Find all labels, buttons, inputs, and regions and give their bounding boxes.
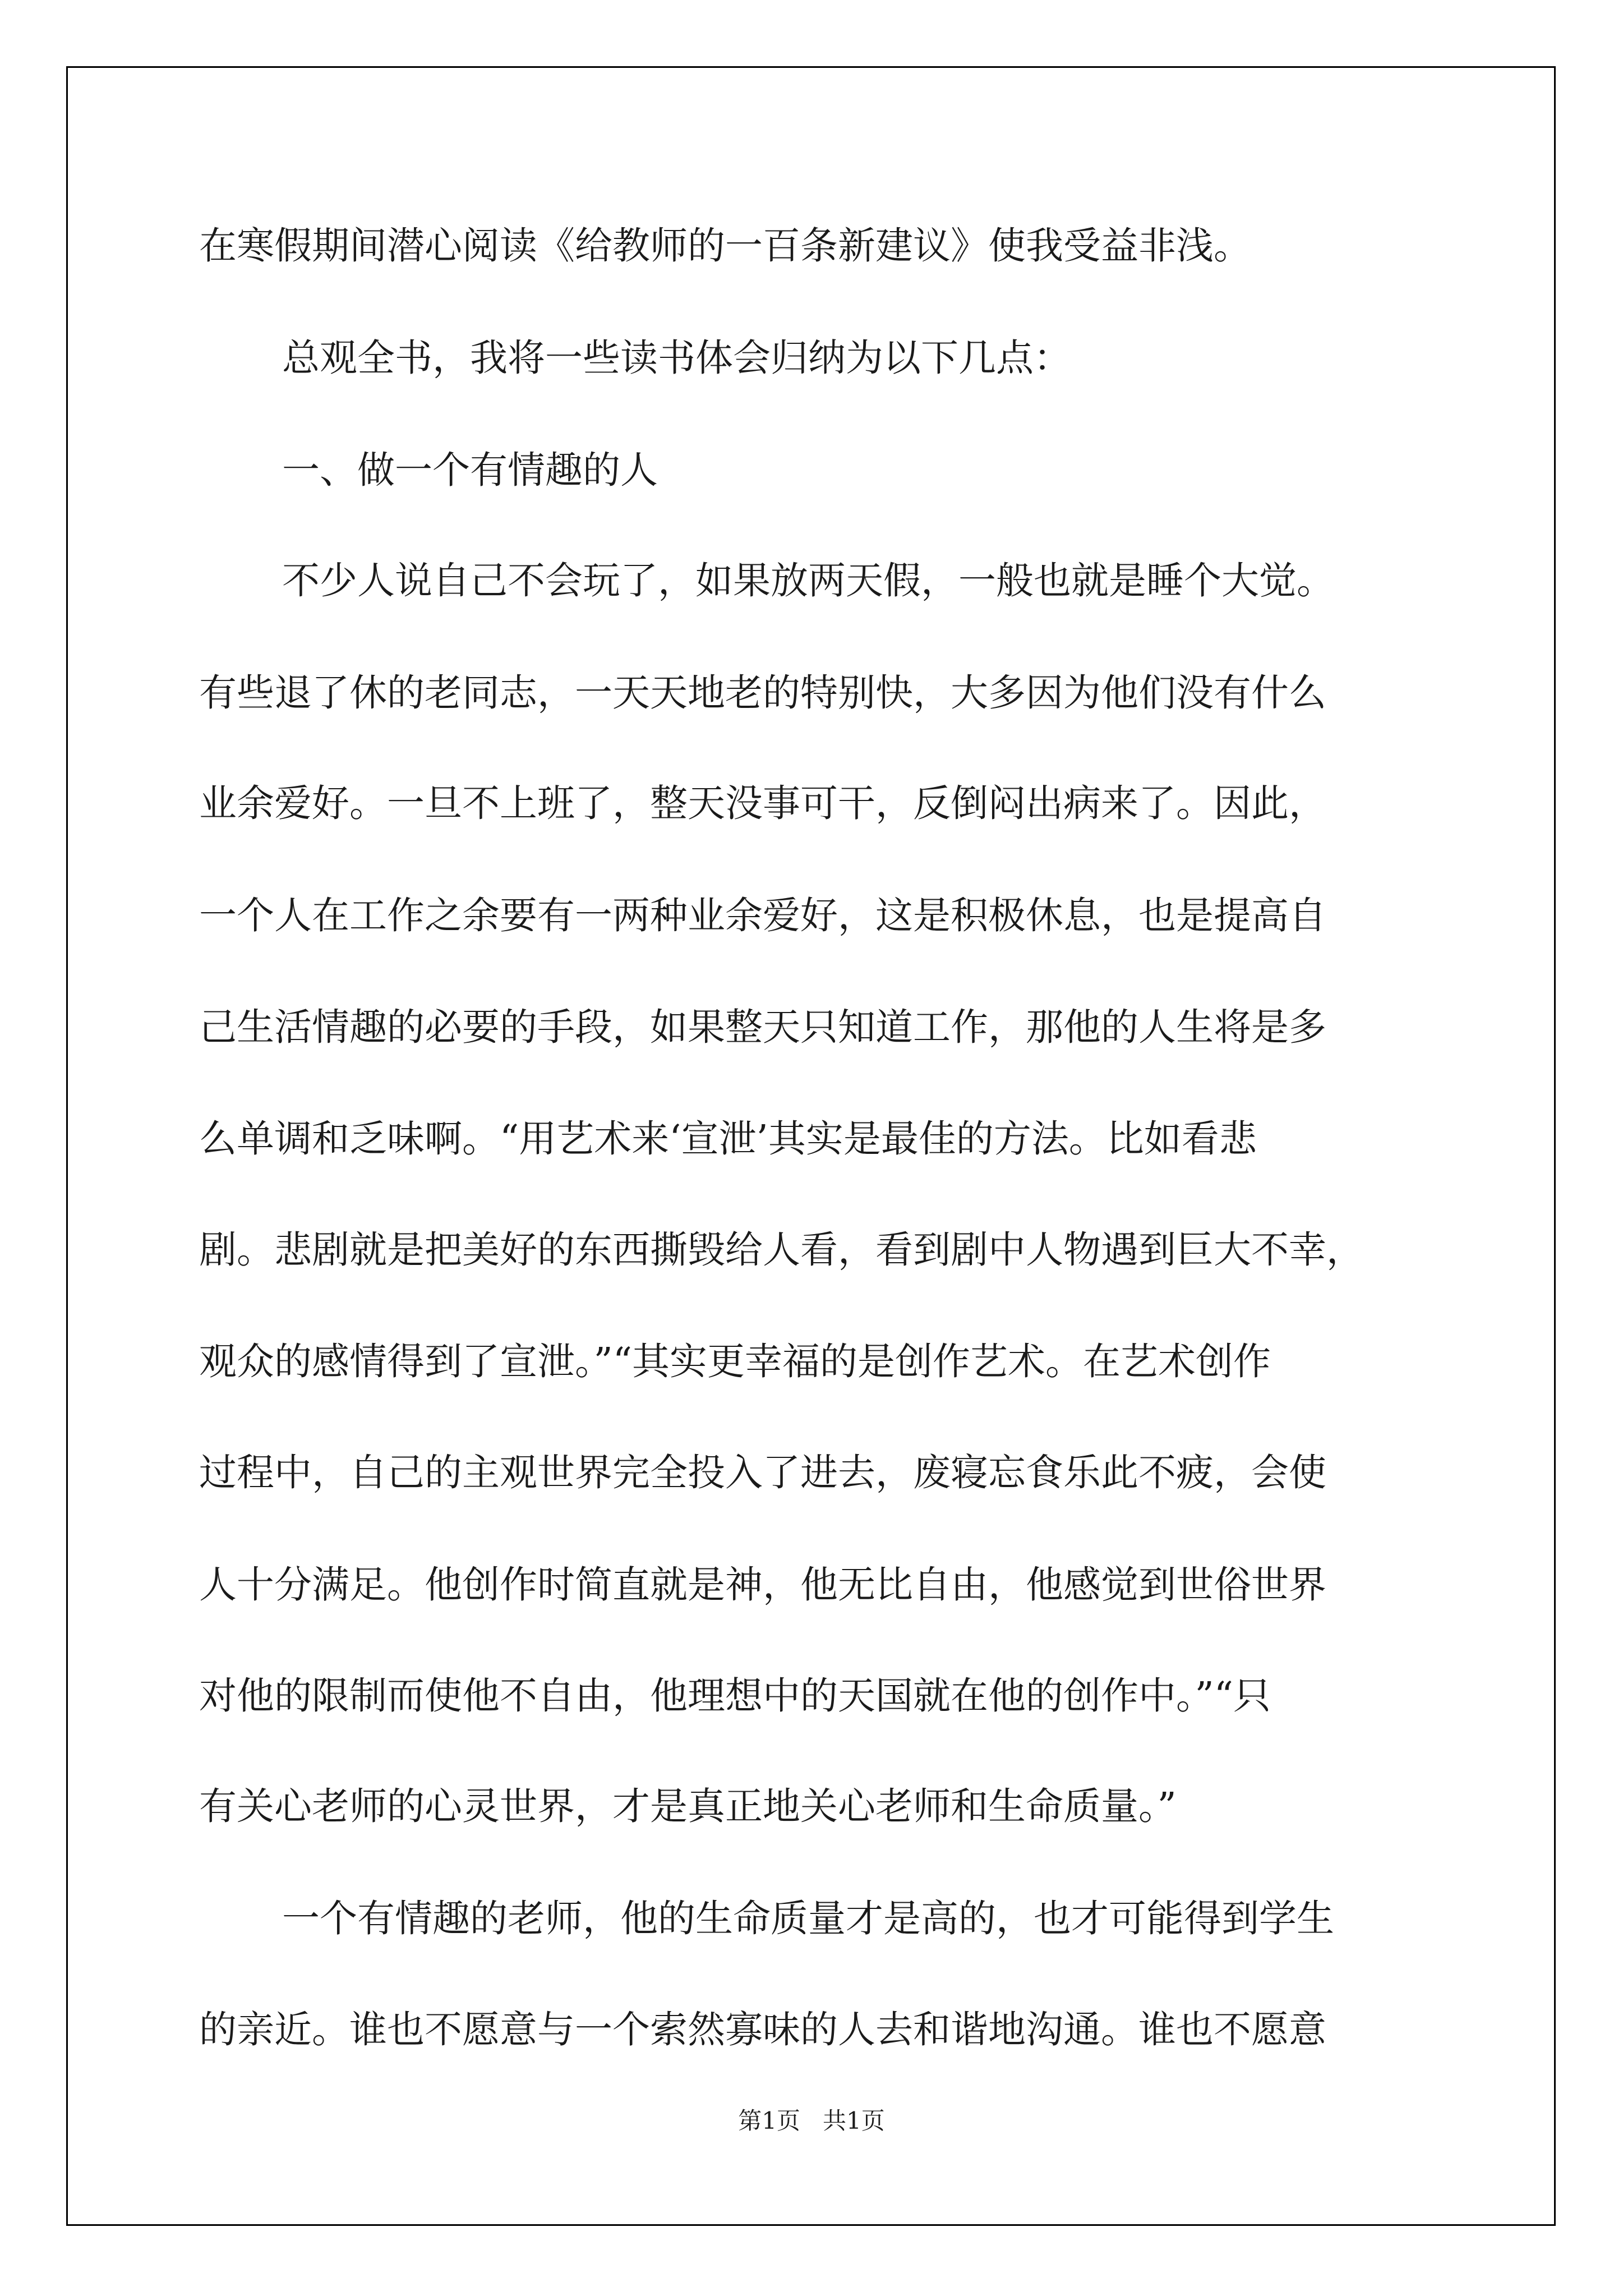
text-line-summary: 总观全书，我将一些读书体会归纳为以下几点： (282, 336, 1071, 380)
text-line: 一个人在工作之余要有一两种业余爱好，这是积极休息，也是提高自 (199, 894, 1326, 937)
text-line: 有些退了休的老同志，一天天地老的特别快，大多因为他们没有什么 (199, 671, 1326, 715)
text-line: 一个有情趣的老师，他的生命质量才是高的，也才可能得到学生 (282, 1897, 1334, 1940)
text-line: 有关心老师的心灵世界，才是真正地关心老师和生命质量。” (199, 1784, 1177, 1828)
text-line: 剧。悲剧就是把美好的东西撕毁给人看，看到剧中人物遇到巨大不幸， (199, 1228, 1364, 1272)
text-line: 对他的限制而使他不自由，他理想中的天国就在他的创作中。”“只 (199, 1674, 1271, 1718)
text-line: 么单调和乏味啊。“用艺术来‘宣泄’其实是最佳的方法。比如看悲 (199, 1117, 1257, 1161)
section-heading: 一、做一个有情趣的人 (282, 448, 658, 492)
page-number: 第1页 (738, 2107, 800, 2134)
text-line-intro: 在寒假期间潜心阅读《给教师的一百条新建议》使我受益非浅。 (199, 224, 1251, 268)
text-line: 过程中，自己的主观世界完全投入了进去，废寝忘食乐此不疲，会使 (199, 1451, 1326, 1494)
text-line: 的亲近。谁也不愿意与一个索然寡味的人去和谐地沟通。谁也不愿意 (199, 2008, 1326, 2051)
text-line: 不少人说自己不会玩了，如果放两天假，一般也就是睡个大觉。 (282, 559, 1334, 602)
text-line: 己生活情趣的必要的手段，如果整天只知道工作，那他的人生将是多 (199, 1005, 1326, 1049)
text-line: 业余爱好。一旦不上班了，整天没事可干，反倒闷出病来了。因此， (199, 781, 1326, 825)
text-line: 人十分满足。他创作时简直就是神，他无比自由，他感觉到世俗世界 (199, 1563, 1326, 1607)
text-line: 观众的感情得到了宣泄。”“其实更幸福的是创作艺术。在艺术创作 (199, 1340, 1271, 1383)
page-footer (0, 2102, 1623, 2136)
page-total: 共1页 (823, 2107, 885, 2134)
